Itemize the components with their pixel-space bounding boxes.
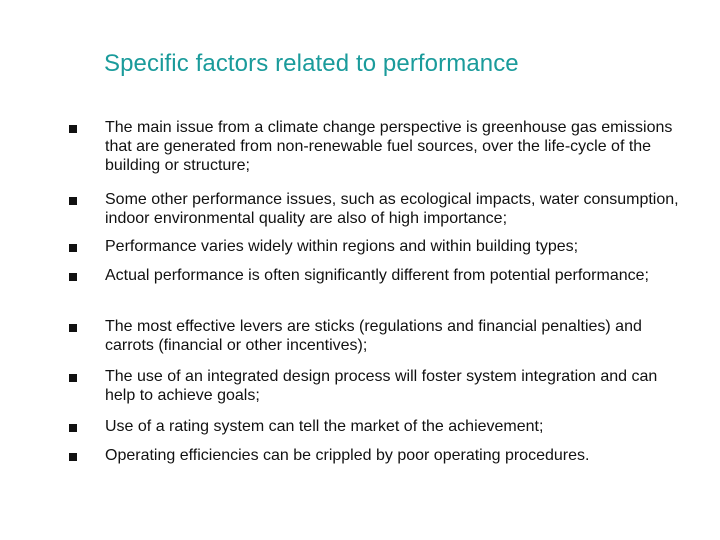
bullet-text: Some other performance issues, such as ecological impacts, water consumption, indoor environmental quality are also of high importance; bbox=[105, 191, 679, 227]
square-bullet-icon bbox=[69, 125, 77, 133]
bullet-text: The main issue from a climate change perspective is greenhouse gas emissions that are generated from non-renewable fuel sources, over the life-cycle of the building or structure; bbox=[105, 119, 673, 174]
square-bullet-icon bbox=[69, 324, 77, 332]
bullet-text: Use of a rating system can tell the market of the achievement; bbox=[105, 418, 544, 435]
bullet-text: The use of an integrated design process will foster system integration and can help to achieve goals; bbox=[105, 368, 658, 404]
slide-title: Specific factors related to performance bbox=[104, 50, 519, 77]
square-bullet-icon bbox=[69, 197, 77, 205]
bullet-text: The most effective levers are sticks (regulations and financial penalties) and carrots (financial or other incentives); bbox=[105, 318, 642, 354]
square-bullet-icon bbox=[69, 244, 77, 252]
square-bullet-icon bbox=[69, 273, 77, 281]
bullet-text: Operating efficiencies can be crippled by poor operating procedures. bbox=[105, 447, 590, 464]
square-bullet-icon bbox=[69, 424, 77, 432]
square-bullet-icon bbox=[69, 374, 77, 382]
square-bullet-icon bbox=[69, 453, 77, 461]
bullet-text: Performance varies widely within regions and within building types; bbox=[105, 238, 579, 255]
bullet-text: Actual performance is often significantly different from potential performance; bbox=[105, 267, 649, 284]
